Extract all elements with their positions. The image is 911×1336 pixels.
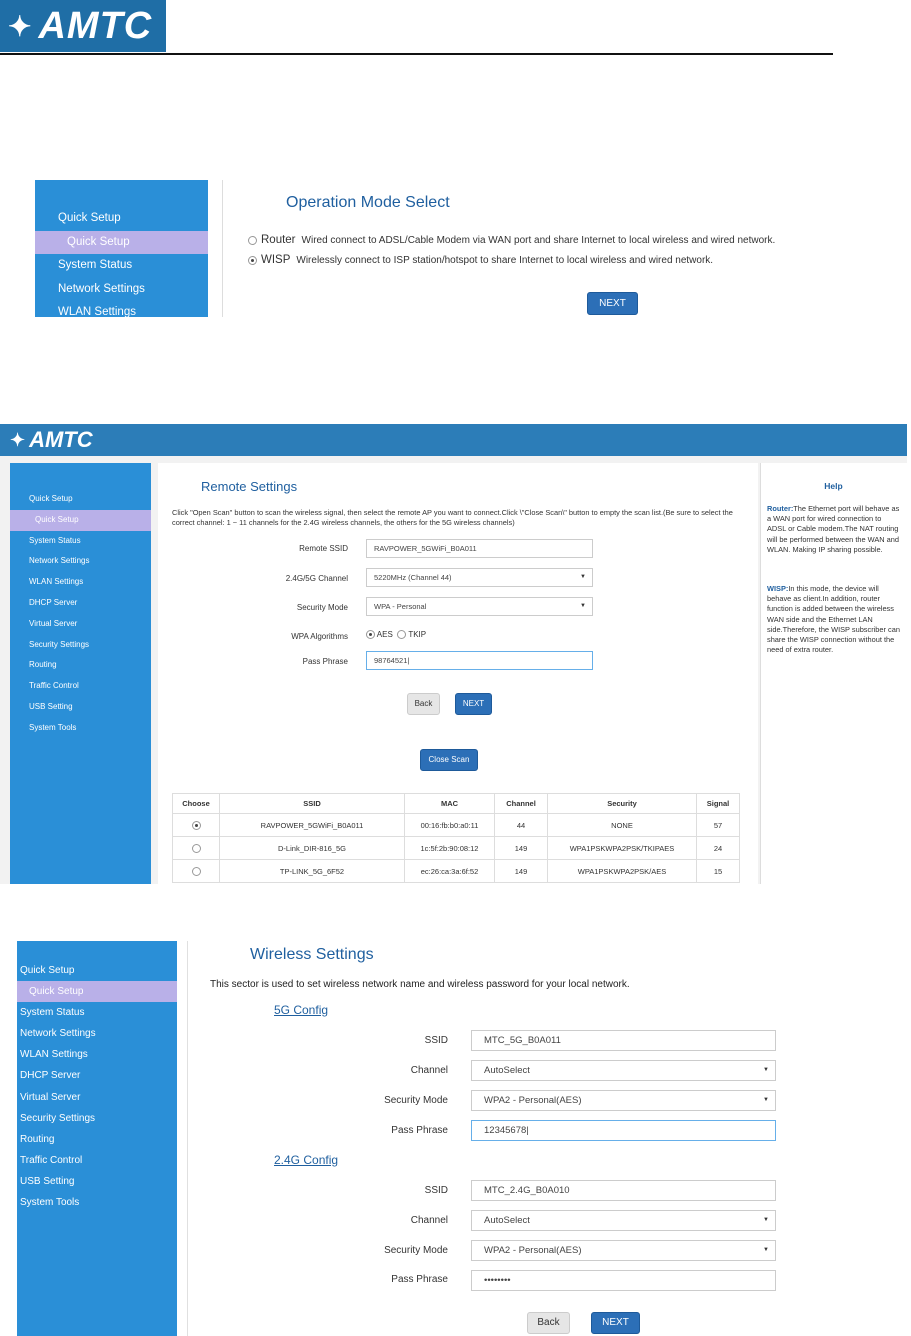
remote-ssid-input[interactable]: RAVPOWER_5GWiFi_B0A011	[366, 539, 593, 558]
sidebar-item-security-settings[interactable]: Security Settings	[29, 639, 90, 649]
section-24g-config[interactable]: 2.4G Config	[274, 1153, 339, 1167]
sidebar-item-routing[interactable]: Routing	[29, 660, 57, 670]
sidebar-item-wlan-settings[interactable]: WLAN Settings	[20, 1049, 88, 1061]
signal-cell: 24	[697, 837, 740, 860]
chevron-down-icon: ▼	[580, 603, 586, 609]
pass-phrase-input[interactable]: 98764521|	[366, 651, 593, 670]
table-row[interactable]	[173, 860, 740, 883]
sidebar-subitem-quick-setup[interactable]: Quick Setup	[10, 510, 151, 531]
sidebar-panel3	[17, 941, 177, 1336]
security-mode-select[interactable]	[366, 597, 593, 616]
sidebar-item-quick-setup[interactable]: Quick Setup	[29, 494, 73, 503]
sidebar-item-network-settings[interactable]: Network Settings	[29, 556, 90, 566]
security-cell: NONE	[548, 814, 697, 837]
channel-value: 5220MHz (Channel 44)	[374, 573, 452, 582]
pass-5g-input[interactable]: 12345678|	[471, 1120, 776, 1141]
page-title: Wireless Settings	[250, 946, 374, 963]
chevron-down-icon: ▼	[763, 1097, 769, 1103]
column-header: Signal	[697, 794, 740, 814]
sidebar-item-traffic-control[interactable]: Traffic Control	[20, 1154, 83, 1166]
sidebar-item-virtual-server[interactable]: Virtual Server	[20, 1091, 81, 1103]
table-row[interactable]	[173, 837, 740, 860]
chevron-down-icon: ▼	[763, 1067, 769, 1073]
tkip-radio[interactable]	[397, 630, 406, 639]
aes-label: AES	[376, 630, 393, 639]
security-mode-label: Security Mode	[296, 603, 348, 612]
column-header: Channel	[495, 794, 548, 814]
channel-cell: 149	[495, 860, 548, 883]
mode-option-router[interactable]	[248, 234, 775, 246]
remote-ssid-label: Remote SSID	[299, 544, 348, 553]
channel-5g-label: Channel	[410, 1065, 448, 1076]
wisp-description: Wirelessly connect to ISP station/hotspot to share Internet to local wireless and wired network.	[296, 255, 714, 266]
logo-text: AMTC	[38, 4, 153, 47]
security-24g-value: WPA2 - Personal(AES)	[484, 1245, 582, 1256]
channel-label: 2.4G/5G Channel	[285, 574, 348, 583]
sidebar-panel2	[10, 463, 151, 884]
sidebar-item-system-tools[interactable]: System Tools	[20, 1197, 80, 1209]
sidebar-spacer	[17, 941, 177, 960]
chevron-down-icon: ▼	[580, 574, 586, 580]
security-24g-select[interactable]	[471, 1240, 776, 1261]
table-header-row	[173, 794, 740, 814]
wpa-algorithms-group	[366, 630, 426, 639]
pass-24g-label: Pass Phrase	[391, 1274, 448, 1285]
ssid-cell: D-Link_DIR-816_5G	[220, 837, 405, 860]
sidebar-spacer	[35, 180, 208, 207]
sidebar-item-usb-setting[interactable]: USB Setting	[20, 1175, 75, 1187]
column-header: MAC	[405, 794, 495, 814]
sidebar-item-traffic-control[interactable]: Traffic Control	[29, 681, 79, 691]
sidebar-item-virtual-server[interactable]: Virtual Server	[29, 618, 78, 628]
mode-option-wisp[interactable]	[248, 254, 713, 266]
column-header: Security	[548, 794, 697, 814]
sidebar-item-wlan-settings[interactable]: WLAN Settings	[58, 306, 136, 317]
help-title: Help	[824, 481, 843, 491]
sidebar-subitem-quick-setup[interactable]: Quick Setup	[35, 231, 208, 255]
channel-24g-label: Channel	[410, 1215, 448, 1226]
sidebar-item-system-status[interactable]: System Status	[58, 259, 133, 271]
mac-cell: ec:26:ca:3a:6f:52	[405, 860, 495, 883]
pass-24g-input[interactable]: ••••••••	[471, 1270, 776, 1291]
next-button[interactable]: NEXT	[455, 693, 492, 715]
sidebar-item-system-tools[interactable]: System Tools	[29, 722, 77, 732]
sidebar-item-quick-setup[interactable]: Quick Setup	[20, 965, 75, 976]
logo-text: AMTC	[29, 427, 93, 452]
app-header	[0, 424, 907, 456]
wisp-radio[interactable]	[248, 256, 257, 265]
logo-mark-icon: ✦	[8, 10, 33, 42]
sidebar-item-network-settings[interactable]: Network Settings	[20, 1028, 96, 1040]
signal-cell: 15	[697, 860, 740, 883]
security-mode-value: WPA - Personal	[374, 602, 427, 611]
sidebar-item-system-status[interactable]: System Status	[20, 1007, 85, 1019]
security-5g-value: WPA2 - Personal(AES)	[484, 1095, 582, 1106]
page-description: This sector is used to set wireless network name and wireless password for your local network.	[210, 979, 630, 990]
channel-cell: 149	[495, 837, 548, 860]
sidebar-item-network-settings[interactable]: Network Settings	[58, 282, 145, 295]
channel-select[interactable]	[366, 568, 593, 587]
sidebar-item-wlan-settings[interactable]: WLAN Settings	[29, 577, 84, 587]
divider	[187, 941, 188, 1336]
aes-radio[interactable]	[366, 630, 375, 639]
help-wisp	[767, 584, 901, 655]
mac-cell: 00:16:fb:b0:a0:11	[405, 814, 495, 837]
sidebar-item-dhcp-server[interactable]: DHCP Server	[29, 597, 78, 607]
choose-cell	[173, 814, 220, 837]
channel-24g-value: AutoSelect	[484, 1215, 530, 1226]
page-title: Remote Settings	[201, 479, 298, 494]
tkip-label: TKIP	[408, 630, 427, 639]
amtc-logo	[0, 0, 166, 52]
router-description: Wired connect to ADSL/Cable Modem via WAN port and share Internet to local wireless and wired network.	[301, 235, 776, 246]
security-cell: WPA1PSKWPA2PSK/TKIPAES	[548, 837, 697, 860]
ssid-cell: TP-LINK_5G_6F52	[220, 860, 405, 883]
choose-cell	[173, 860, 220, 883]
mac-cell: 1c:5f:2b:90:08:12	[405, 837, 495, 860]
chevron-down-icon: ▼	[763, 1217, 769, 1223]
ssid-24g-input[interactable]: MTC_2.4G_B0A010	[471, 1180, 776, 1201]
back-button[interactable]: Back	[527, 1312, 570, 1334]
ssid-24g-label: SSID	[424, 1185, 448, 1196]
help-wisp-text: In this mode, the device will behave as client.In addition, router function is added between the wireless WAN side and the Ethernet LAN side.Therefore, the WISP subscriber can share the WISP connection without the need of extra router.	[767, 584, 900, 655]
pass-5g-label: Pass Phrase	[391, 1125, 448, 1136]
help-wisp-key: WISP:	[767, 584, 789, 593]
channel-cell: 44	[495, 814, 548, 837]
ssid-5g-input[interactable]: MTC_5G_B0A011	[471, 1030, 776, 1051]
security-cell: WPA1PSKWPA2PSK/AES	[548, 860, 697, 883]
channel-24g-select[interactable]	[471, 1210, 776, 1231]
header-divider	[0, 53, 833, 55]
table-row[interactable]	[173, 814, 740, 837]
chevron-down-icon: ▼	[763, 1247, 769, 1253]
next-button[interactable]: NEXT	[587, 292, 638, 315]
security-24g-label: Security Mode	[384, 1245, 448, 1256]
close-scan-button[interactable]: Close Scan	[420, 749, 478, 771]
logo-mark-icon: ✦	[10, 429, 26, 450]
sidebar-item-security-settings[interactable]: Security Settings	[20, 1112, 96, 1124]
channel-5g-value: AutoSelect	[484, 1065, 530, 1076]
sidebar-item-system-status[interactable]: System Status	[29, 535, 81, 545]
sidebar-item-dhcp-server[interactable]: DHCP Server	[20, 1070, 81, 1082]
page-title: Operation Mode Select	[286, 194, 450, 211]
page-description: Click "Open Scan" button to scan the wireless signal, then select the remote AP you want to connect.Click \"Close Scan\" button to empty the scan list.(Be sure to select the correct channel: 1 ~ 11 channels for the 2.4G wireless channels, the others for the 5G wireless channels)	[172, 508, 733, 527]
choose-radio[interactable]	[192, 867, 201, 876]
ssid-5g-label: SSID	[424, 1035, 448, 1046]
help-router	[767, 504, 901, 555]
sidebar-item-quick-setup[interactable]: Quick Setup	[58, 212, 121, 224]
router-label: Router	[261, 234, 296, 246]
back-button[interactable]: Back	[407, 693, 440, 715]
pass-phrase-label: Pass Phrase	[302, 657, 348, 666]
help-router-key: Router:	[767, 504, 794, 513]
choose-radio[interactable]	[192, 821, 201, 830]
sidebar-subitem-quick-setup[interactable]: Quick Setup	[17, 981, 177, 1002]
column-header: SSID	[220, 794, 405, 814]
sidebar-item-routing[interactable]: Routing	[20, 1133, 55, 1145]
section-5g-config[interactable]: 5G Config	[274, 1003, 329, 1017]
wpa-algorithms-label: WPA Algorithms	[291, 632, 348, 641]
sidebar-panel1	[35, 180, 208, 317]
router-radio[interactable]	[248, 236, 257, 245]
signal-cell: 57	[697, 814, 740, 837]
choose-cell	[173, 837, 220, 860]
security-5g-label: Security Mode	[384, 1095, 448, 1106]
sidebar-item-usb-setting[interactable]: USB Setting	[29, 701, 73, 711]
sidebar-spacer	[10, 463, 151, 489]
next-button[interactable]: NEXT	[591, 1312, 640, 1334]
wisp-label: WISP	[261, 254, 291, 266]
scan-table	[172, 793, 740, 883]
ssid-cell: RAVPOWER_5GWiFi_B0A011	[220, 814, 405, 837]
choose-radio[interactable]	[192, 844, 201, 853]
channel-5g-select[interactable]	[471, 1060, 776, 1081]
security-5g-select[interactable]	[471, 1090, 776, 1111]
column-header: Choose	[173, 794, 220, 814]
divider	[222, 180, 223, 317]
help-router-text: The Ethernet port will behave as a WAN port for wired connection to ADSL or Cable modem.The NAT routing will be performed between the WAN and WLAN. Making IP sharing possible.	[767, 504, 900, 554]
